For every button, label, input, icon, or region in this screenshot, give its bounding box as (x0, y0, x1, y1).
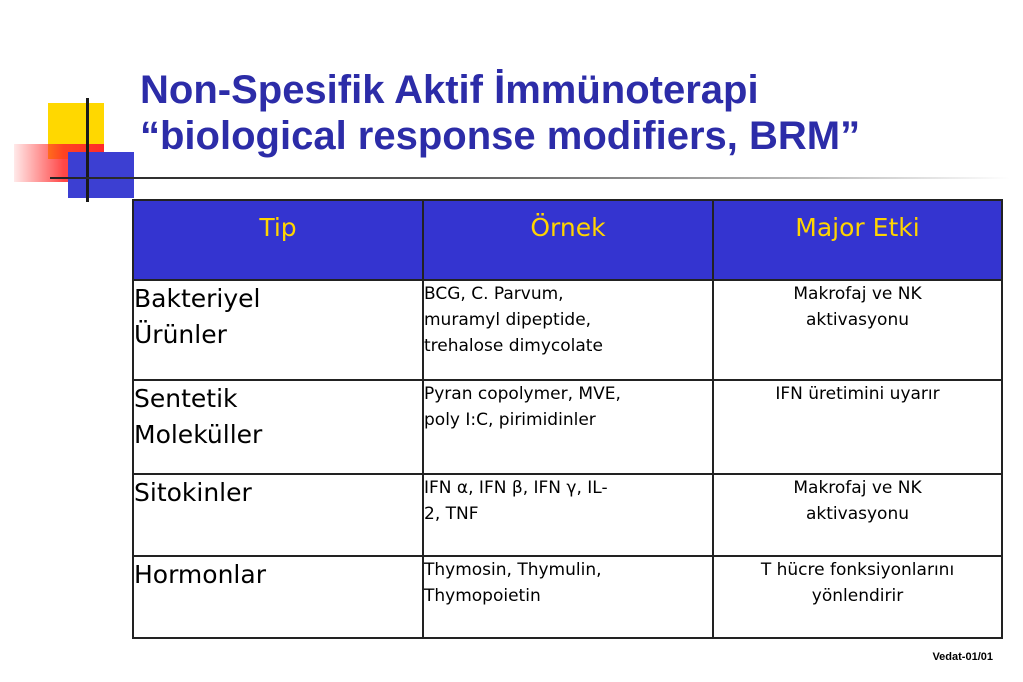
table-row (133, 474, 1002, 556)
cell-line: IFN üretimini uyarır (775, 384, 940, 404)
cell-ornek (423, 380, 713, 474)
table-header-row (133, 200, 1002, 280)
cell-line: 2, TNF (424, 504, 479, 524)
cell-line: Moleküller (134, 420, 263, 449)
cell-etki (713, 280, 1002, 380)
cell-ornek (423, 556, 713, 638)
cell-tip (133, 280, 423, 380)
table-row (133, 280, 1002, 380)
cell-ornek (423, 280, 713, 380)
cell-line: IFN α, IFN β, IFN γ, IL- (424, 478, 608, 498)
cell-tip (133, 380, 423, 474)
table-row (133, 380, 1002, 474)
decor-horizontal-rule (50, 177, 1010, 179)
cell-line: muramyl dipeptide, (424, 310, 592, 330)
header-major-etki: Major Etki (713, 200, 1002, 280)
slide-title (140, 67, 860, 159)
cell-line: aktivasyonu (806, 504, 909, 524)
cell-tip (133, 474, 423, 556)
decor-blue-square (68, 152, 134, 198)
cell-line: Sitokinler (134, 478, 252, 507)
decor-vertical-line (86, 98, 89, 202)
cell-line: Makrofaj ve NK (793, 284, 922, 304)
cell-line: trehalose dimycolate (424, 336, 603, 356)
header-tip: Tip (133, 200, 423, 280)
table-row (133, 556, 1002, 638)
cell-line: Hormonlar (134, 560, 266, 589)
cell-line: T hücre fonksiyonlarını (760, 560, 955, 580)
cell-line: Thymopoietin (424, 586, 541, 606)
cell-line: poly I:C, pirimidinler (424, 410, 596, 430)
brm-table (132, 199, 1003, 639)
cell-tip (133, 556, 423, 638)
cell-etki (713, 556, 1002, 638)
cell-line: BCG, C. Parvum, (424, 284, 564, 304)
cell-line: Ürünler (134, 320, 227, 349)
slide-title-line-2: “biological response modifiers, BRM” (140, 114, 861, 158)
cell-line: Sentetik (134, 384, 238, 413)
header-ornek: Örnek (423, 200, 713, 280)
cell-line: Pyran copolymer, MVE, (424, 384, 621, 404)
cell-etki (713, 380, 1002, 474)
cell-line: Thymosin, Thymulin, (424, 560, 602, 580)
cell-ornek (423, 474, 713, 556)
cell-line: Makrofaj ve NK (793, 478, 922, 498)
cell-etki (713, 474, 1002, 556)
cell-line: Bakteriyel (134, 284, 261, 313)
slide-title-line-1: Non-Spesifik Aktif İmmünoterapi (140, 68, 759, 112)
cell-line: yönlendirir (811, 586, 904, 606)
cell-line: aktivasyonu (806, 310, 909, 330)
footer-label: Vedat-01/01 (932, 651, 993, 663)
